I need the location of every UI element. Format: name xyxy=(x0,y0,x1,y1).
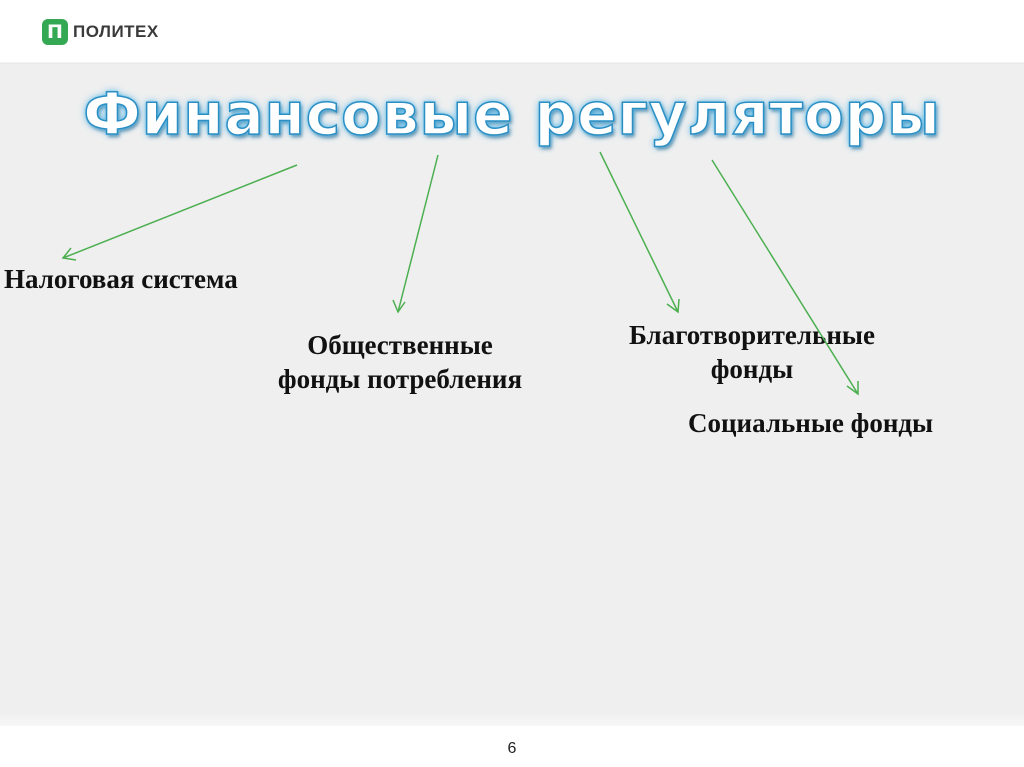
item-charitable-funds-line-2: фонды xyxy=(710,354,794,384)
arrow-to-social-funds xyxy=(712,160,858,394)
item-charitable-funds-line-1: Благотворительные xyxy=(629,320,875,350)
item-social-funds-line-1: Социальные фонды xyxy=(688,408,934,438)
politeh-logo xyxy=(42,18,159,46)
item-public-consumption-funds-line-2: фонды потребления xyxy=(277,364,523,394)
header-bar xyxy=(0,0,1024,62)
arrow-to-charitable-funds xyxy=(600,152,679,312)
item-public-consumption-funds-line-1: Общественные xyxy=(307,330,493,360)
item-tax-system-line-1: Налоговая система xyxy=(4,264,238,294)
arrow-to-public-consumption-funds xyxy=(393,155,438,312)
page-number: 6 xyxy=(507,740,517,757)
logo-mark-icon: П xyxy=(42,19,68,45)
slide-title: Финансовые регуляторы xyxy=(83,80,941,148)
arrow-to-tax-system xyxy=(63,165,297,260)
logo-text: ПОЛИТЕХ xyxy=(73,22,159,41)
